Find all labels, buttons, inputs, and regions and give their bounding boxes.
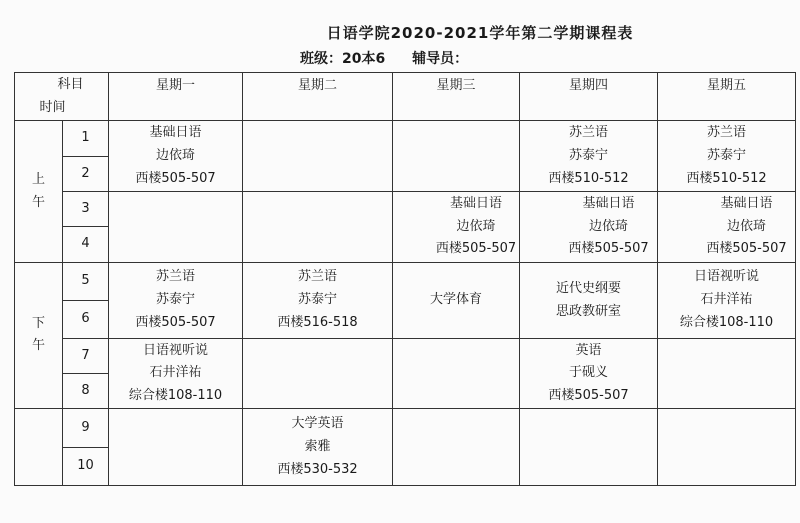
section-morning [15,121,63,262]
room-name: 西楼505-507 [548,388,629,404]
section-afternoon-char2: 午 [31,338,45,354]
day-header-friday: 星期五 [658,73,796,121]
teacher-name: 边依琦 [156,147,196,163]
room-name: 综合楼108-110 [128,388,223,404]
course-name: 日语视听说 [143,342,209,358]
room-name: 西楼516-518 [277,314,358,330]
teacher-name: 于砚义 [569,365,609,381]
room-name: 西楼505-507 [568,241,649,257]
cell-fri-7-8 [658,339,796,409]
cell-tue-5-6 [243,262,393,339]
cell-tue-9-10 [243,409,393,486]
table-row [15,339,796,374]
period-6: 6 [63,301,109,339]
cell-fri-5-6 [658,262,796,339]
table-row [15,409,796,447]
cell-wed-3-4 [393,192,520,263]
cell-wed-7-8 [393,339,520,409]
course-name: 苏兰语 [707,125,747,141]
teacher-name: 苏泰宁 [298,292,338,308]
cell-mon-5-6 [109,262,243,339]
section-morning-char1: 上 [31,172,45,188]
table-row [15,121,796,156]
section-afternoon [15,262,63,409]
cell-fri-3-4 [658,192,796,263]
day-header-wednesday: 星期三 [393,73,520,121]
cell-wed-5-6 [393,262,520,339]
corner-bottom: 时间 [39,99,66,115]
period-7: 7 [63,339,109,374]
teacher-name: 苏泰宁 [707,147,747,163]
course-name: 苏兰语 [569,125,609,141]
room-name: 西楼530-532 [277,461,358,477]
cell-mon-3-4 [109,192,243,263]
period-4: 4 [63,227,109,262]
room-name: 综合楼108-110 [679,314,774,330]
room-name: 西楼505-507 [135,170,216,186]
schedule-table [14,72,796,486]
table-row [15,192,796,227]
corner-top: 科目 [57,76,84,92]
corner-header [15,73,109,121]
period-2: 2 [63,156,109,191]
teacher-name: 石井洋祐 [700,292,753,308]
period-5: 5 [63,262,109,300]
cell-thu-9-10 [520,409,658,486]
course-name: 基础日语 [720,195,773,211]
teacher-name: 边依琦 [456,218,496,234]
cell-thu-3-4 [520,192,658,263]
teacher-name: 边依琦 [727,218,767,234]
period-9: 9 [63,409,109,447]
course-name: 日语视听说 [694,269,760,285]
cell-fri-9-10 [658,409,796,486]
cell-thu-7-8 [520,339,658,409]
teacher-name: 边依琦 [589,218,629,234]
room-name: 西楼505-507 [135,314,216,330]
cell-tue-1-2 [243,121,393,192]
course-name: 基础日语 [582,195,635,211]
course-name: 英语 [575,342,602,358]
period-10: 10 [63,447,109,485]
cell-mon-7-8 [109,339,243,409]
course-name: 基础日语 [450,195,503,211]
cell-thu-1-2 [520,121,658,192]
cell-tue-7-8 [243,339,393,409]
period-1: 1 [63,121,109,156]
cell-mon-9-10 [109,409,243,486]
room-name: 西楼505-507 [706,241,787,257]
cell-wed-1-2 [393,121,520,192]
cell-wed-9-10 [393,409,520,486]
section-afternoon-char1: 下 [31,316,45,332]
teacher-name: 索雅 [304,438,331,454]
room-name: 西楼505-507 [435,241,517,257]
period-8: 8 [63,374,109,409]
day-header-monday: 星期一 [109,73,243,121]
cell-fri-1-2 [658,121,796,192]
section-morning-char2: 午 [31,194,45,210]
course-name: 近代史纲要 [556,280,622,296]
room-name: 西楼510-512 [548,170,629,186]
cell-tue-3-4 [243,192,393,263]
course-name: 苏兰语 [298,269,338,285]
table-row [15,262,796,300]
cell-thu-5-6 [520,262,658,339]
teacher-name: 思政教研室 [556,303,622,319]
advisor-label: 辅导员： [412,51,469,67]
page-title: 日语学院2020-2021学年第二学期课程表 [326,24,634,42]
course-name: 大学体育 [430,292,483,308]
course-name: 大学英语 [291,416,344,431]
period-3: 3 [63,192,109,227]
class-info [0,48,800,68]
course-name: 苏兰语 [156,269,196,285]
class-label: 班级：20本6 [300,51,386,67]
course-name: 基础日语 [149,125,202,141]
header-row [15,73,796,121]
day-header-tuesday: 星期二 [243,73,393,121]
day-header-thursday: 星期四 [520,73,658,121]
room-name: 西楼510-512 [686,170,767,186]
teacher-name: 苏泰宁 [156,292,196,308]
cell-mon-1-2 [109,121,243,192]
teacher-name: 苏泰宁 [569,147,609,163]
section-evening [15,409,63,486]
teacher-name: 石井洋祐 [149,365,202,381]
